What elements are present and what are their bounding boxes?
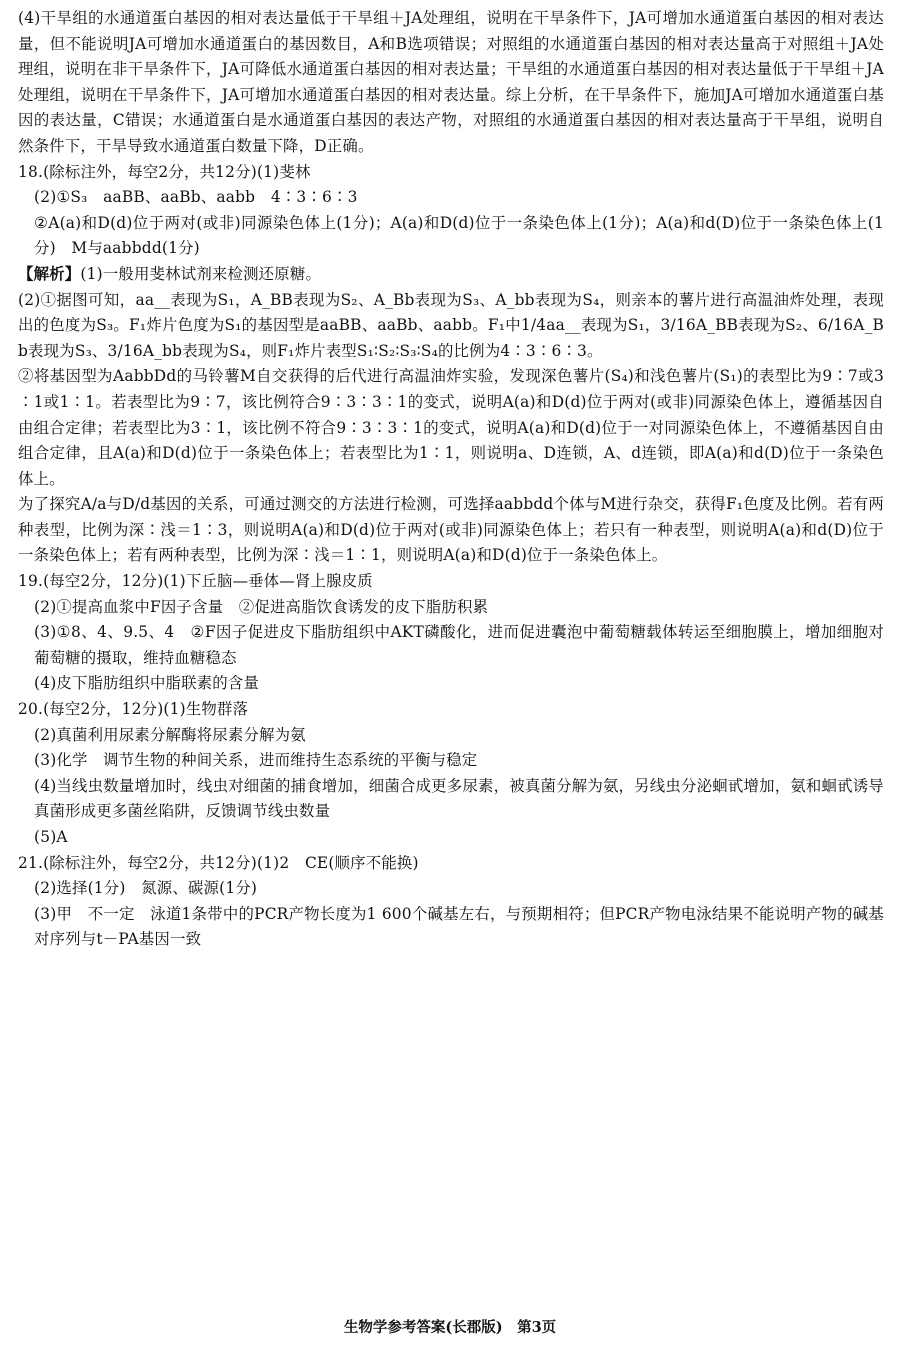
q18-analysis-1: 【解析】(1)一般用斐林试剂来检测还原糖。 (18, 264, 322, 283)
q18-analysis-2-1: (2)①据图可知，aa__表现为S₁，A_BB表现为S₂、A_Bb表现为S₃、A_bb表现为S₄，则亲本的薯片进行高温油炸处理，表现出的色度为S₃。F₁炸片色度为S₁的基因型是aaBB、aaBb、aabb。F₁中1/4aa__表现为S₁，3/16A_BB表现为S₂、6/16A_Bb表现为S₃、3/16A_bb表现为S₄，则F₁炸片表型S₁∶S₂∶S₃∶S₄的比例为4∶3∶6∶3。 (18, 290, 884, 360)
q20-answer-2: (2)真菌利用尿素分解酶将尿素分解为氨 (34, 725, 306, 744)
q19-heading: 19.(每空2分，12分)(1)下丘脑—垂体—肾上腺皮质 (18, 572, 373, 591)
q20-answer-3: (3)化学 调节生物的种间关系，进而维持生态系统的平衡与稳定 (34, 751, 478, 770)
q19-answer-2: (2)①提高血浆中F因子含量 ②促进高脂饮食诱发的皮下脂肪积累 (34, 597, 489, 616)
q18-answer-2-2: ②A(a)和D(d)位于两对(或非)同源染色体上(1分)；A(a)和D(d)位于一条染色体上(1分)；A(a)和d(D)位于一条染色体上(1分) M与aabbdd(1分) (34, 213, 884, 258)
q18-analysis-2-2: ②将基因型为AabbDd的马铃薯M自交获得的后代进行高温油炸实验，发现深色薯片(S₄)和浅色薯片(S₁)的表型比为9∶7或3∶1或1∶1。若表型比为9∶7，该比例符合9∶3∶3∶1的变式，说明A(a)和D(d)位于两对(或非)同源染色体上，遵循基因自由组合定律；若表型比为3∶1，该比例不符合9∶3∶3∶1的变式，说明A(a)和D(d)位于一对同源染色体上，不遵循基因自由组合定律，且A(a)和D(d)位于一条染色体上；若表型比为1∶1，则说明a、D连锁，A、d连锁，即A(a)和d(D)位于一条染色体上。 (18, 367, 884, 488)
q20-answer-4: (4)当线虫数量增加时，线虫对细菌的捕食增加，细菌合成更多尿素，被真菌分解为氨，另线虫分泌蛔甙增加，氨和蛔甙诱导真菌形成更多菌丝陷阱，反馈调节线虫数量 (34, 776, 884, 821)
q18-heading: 18.(除标注外，每空2分，共12分)(1)斐林 (18, 162, 311, 181)
q18-analysis-testcross: 为了探究A/a与D/d基因的关系，可通过测交的方法进行检测，可选择aabbdd个体与M进行杂交，获得F₁色度及比例。若有两种表型，比例为深∶浅＝1∶3，则说明A(a)和D(d)位于两对(或非)同源染色体上；若只有一种表型，则说明A(a)和d(D)位于一条染色体上；若有两种表型，比例为深∶浅＝1∶1，则说明A(a)和D(d)位于一条染色体上。 (18, 495, 884, 565)
answer-document (18, 6, 884, 953)
page-footer: 生物学参考答案(长郡版) 第3页 (343, 1319, 557, 1336)
q19-answer-4: (4)皮下脂肪组织中脂联素的含量 (34, 674, 260, 693)
q21-heading: 21.(除标注外，每空2分，共12分)(1)2 CE(顺序不能换) (18, 853, 419, 872)
q18-answer-2-1: (2)①S₃ aaBB、aaBb、aabb 4∶3∶6∶3 (34, 188, 358, 207)
analysis-label: 【解析】 (18, 264, 81, 283)
q17-part4-explanation: (4)干旱组的水通道蛋白基因的相对表达量低于干旱组＋JA处理组，说明在干旱条件下，JA可增加水通道蛋白基因的相对表达量，但不能说明JA可增加水通道蛋白的基因数目，A和B选项错误；对照组的水通道蛋白基因的相对表达量高于对照组＋JA处理组，说明在非干旱条件下，JA可降低水通道蛋白基因的相对表达量；干旱组的水通道蛋白基因的相对表达量低于干旱组＋JA处理组，说明在干旱条件下，JA可增加水通道蛋白基因的相对表达量。综上分析，在干旱条件下，施加JA可增加水通道蛋白基因的表达量，C错误；水通道蛋白是水通道蛋白基因的表达产物，对照组的水通道蛋白基因的相对表达量高于干旱组，说明自然条件下，干旱导致水通道蛋白数量下降，D正确。 (18, 9, 884, 155)
q21-answer-2: (2)选择(1分) 氮源、碳源(1分) (34, 879, 258, 898)
q20-heading: 20.(每空2分，12分)(1)生物群落 (18, 700, 249, 719)
q20-answer-5: (5)A (34, 828, 68, 846)
q19-answer-3: (3)①8、4、9.5、4 ②F因子促进皮下脂肪组织中AKT磷酸化，进而促进囊泡中葡萄糖载体转运至细胞膜上，增加细胞对葡萄糖的摄取，维持血糖稳态 (34, 623, 884, 667)
q21-answer-3: (3)甲 不一定 泳道1条带中的PCR产物长度为1 600个碱基左右，与预期相符；但PCR产物电泳结果不能说明产物的碱基对序列与t－PA基因一致 (34, 904, 884, 949)
